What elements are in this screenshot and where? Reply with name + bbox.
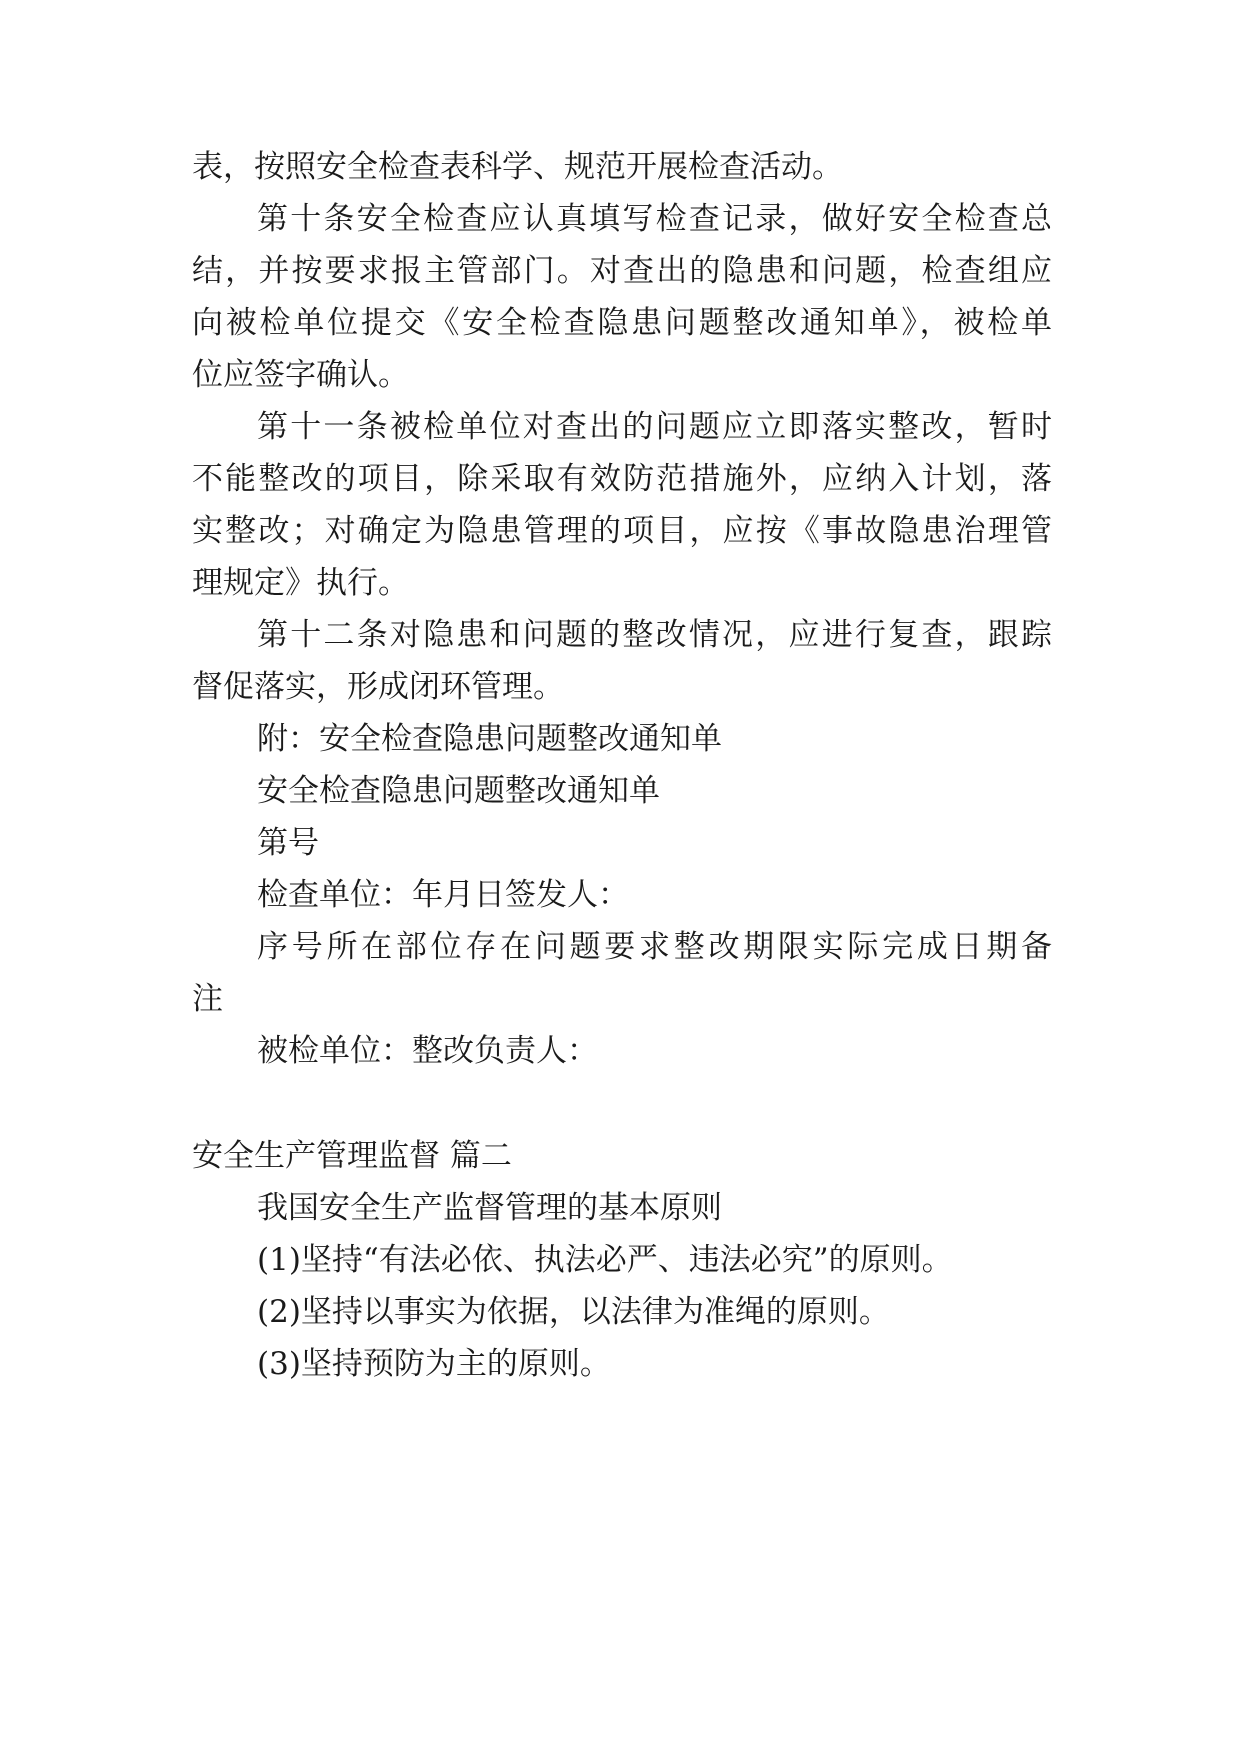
paragraph-line: 注 — [192, 981, 223, 1017]
paragraph-line: 实整改；对确定为隐患管理的项目，应按《事故隐患治理管 — [192, 513, 1052, 549]
paragraph-line: 检查单位：年月日签发人： — [257, 877, 629, 913]
section-heading: 安全生产管理监督 篇二 — [192, 1138, 512, 1174]
paragraph-line: 第十一条被检单位对查出的问题应立即落实整改，暂时 — [257, 409, 1052, 445]
paragraph-line: 第号 — [257, 825, 319, 861]
paragraph-line: 向被检单位提交《安全检查隐患问题整改通知单》，被检单 — [192, 305, 1052, 341]
paragraph-line: 表，按照安全检查表科学、规范开展检查活动。 — [192, 149, 843, 185]
paragraph-line: 附：安全检查隐患问题整改通知单 — [257, 721, 722, 757]
paragraph-line: 督促落实，形成闭环管理。 — [192, 669, 564, 705]
list-item: (1)坚持“有法必依、执法必严、违法必究”的原则。 — [257, 1242, 953, 1278]
paragraph-line: 第十条安全检查应认真填写检查记录，做好安全检查总 — [257, 201, 1052, 237]
paragraph-line: 安全检查隐患问题整改通知单 — [257, 773, 660, 809]
paragraph-line: 理规定》执行。 — [192, 565, 409, 601]
paragraph-line: 被检单位：整改负责人： — [257, 1033, 598, 1069]
paragraph-line: 序号所在部位存在问题要求整改期限实际完成日期备 — [257, 929, 1052, 965]
paragraph-line: 我国安全生产监督管理的基本原则 — [257, 1190, 722, 1226]
list-item: (2)坚持以事实为依据，以法律为准绳的原则。 — [257, 1294, 890, 1330]
list-item: (3)坚持预防为主的原则。 — [257, 1346, 611, 1382]
paragraph-line: 位应签字确认。 — [192, 357, 409, 393]
paragraph-line: 结，并按要求报主管部门。对查出的隐患和问题，检查组应 — [192, 253, 1052, 289]
paragraph-line: 第十二条对隐患和问题的整改情况，应进行复查，跟踪 — [257, 617, 1052, 653]
paragraph-line: 不能整改的项目，除采取有效防范措施外，应纳入计划，落 — [192, 461, 1052, 497]
